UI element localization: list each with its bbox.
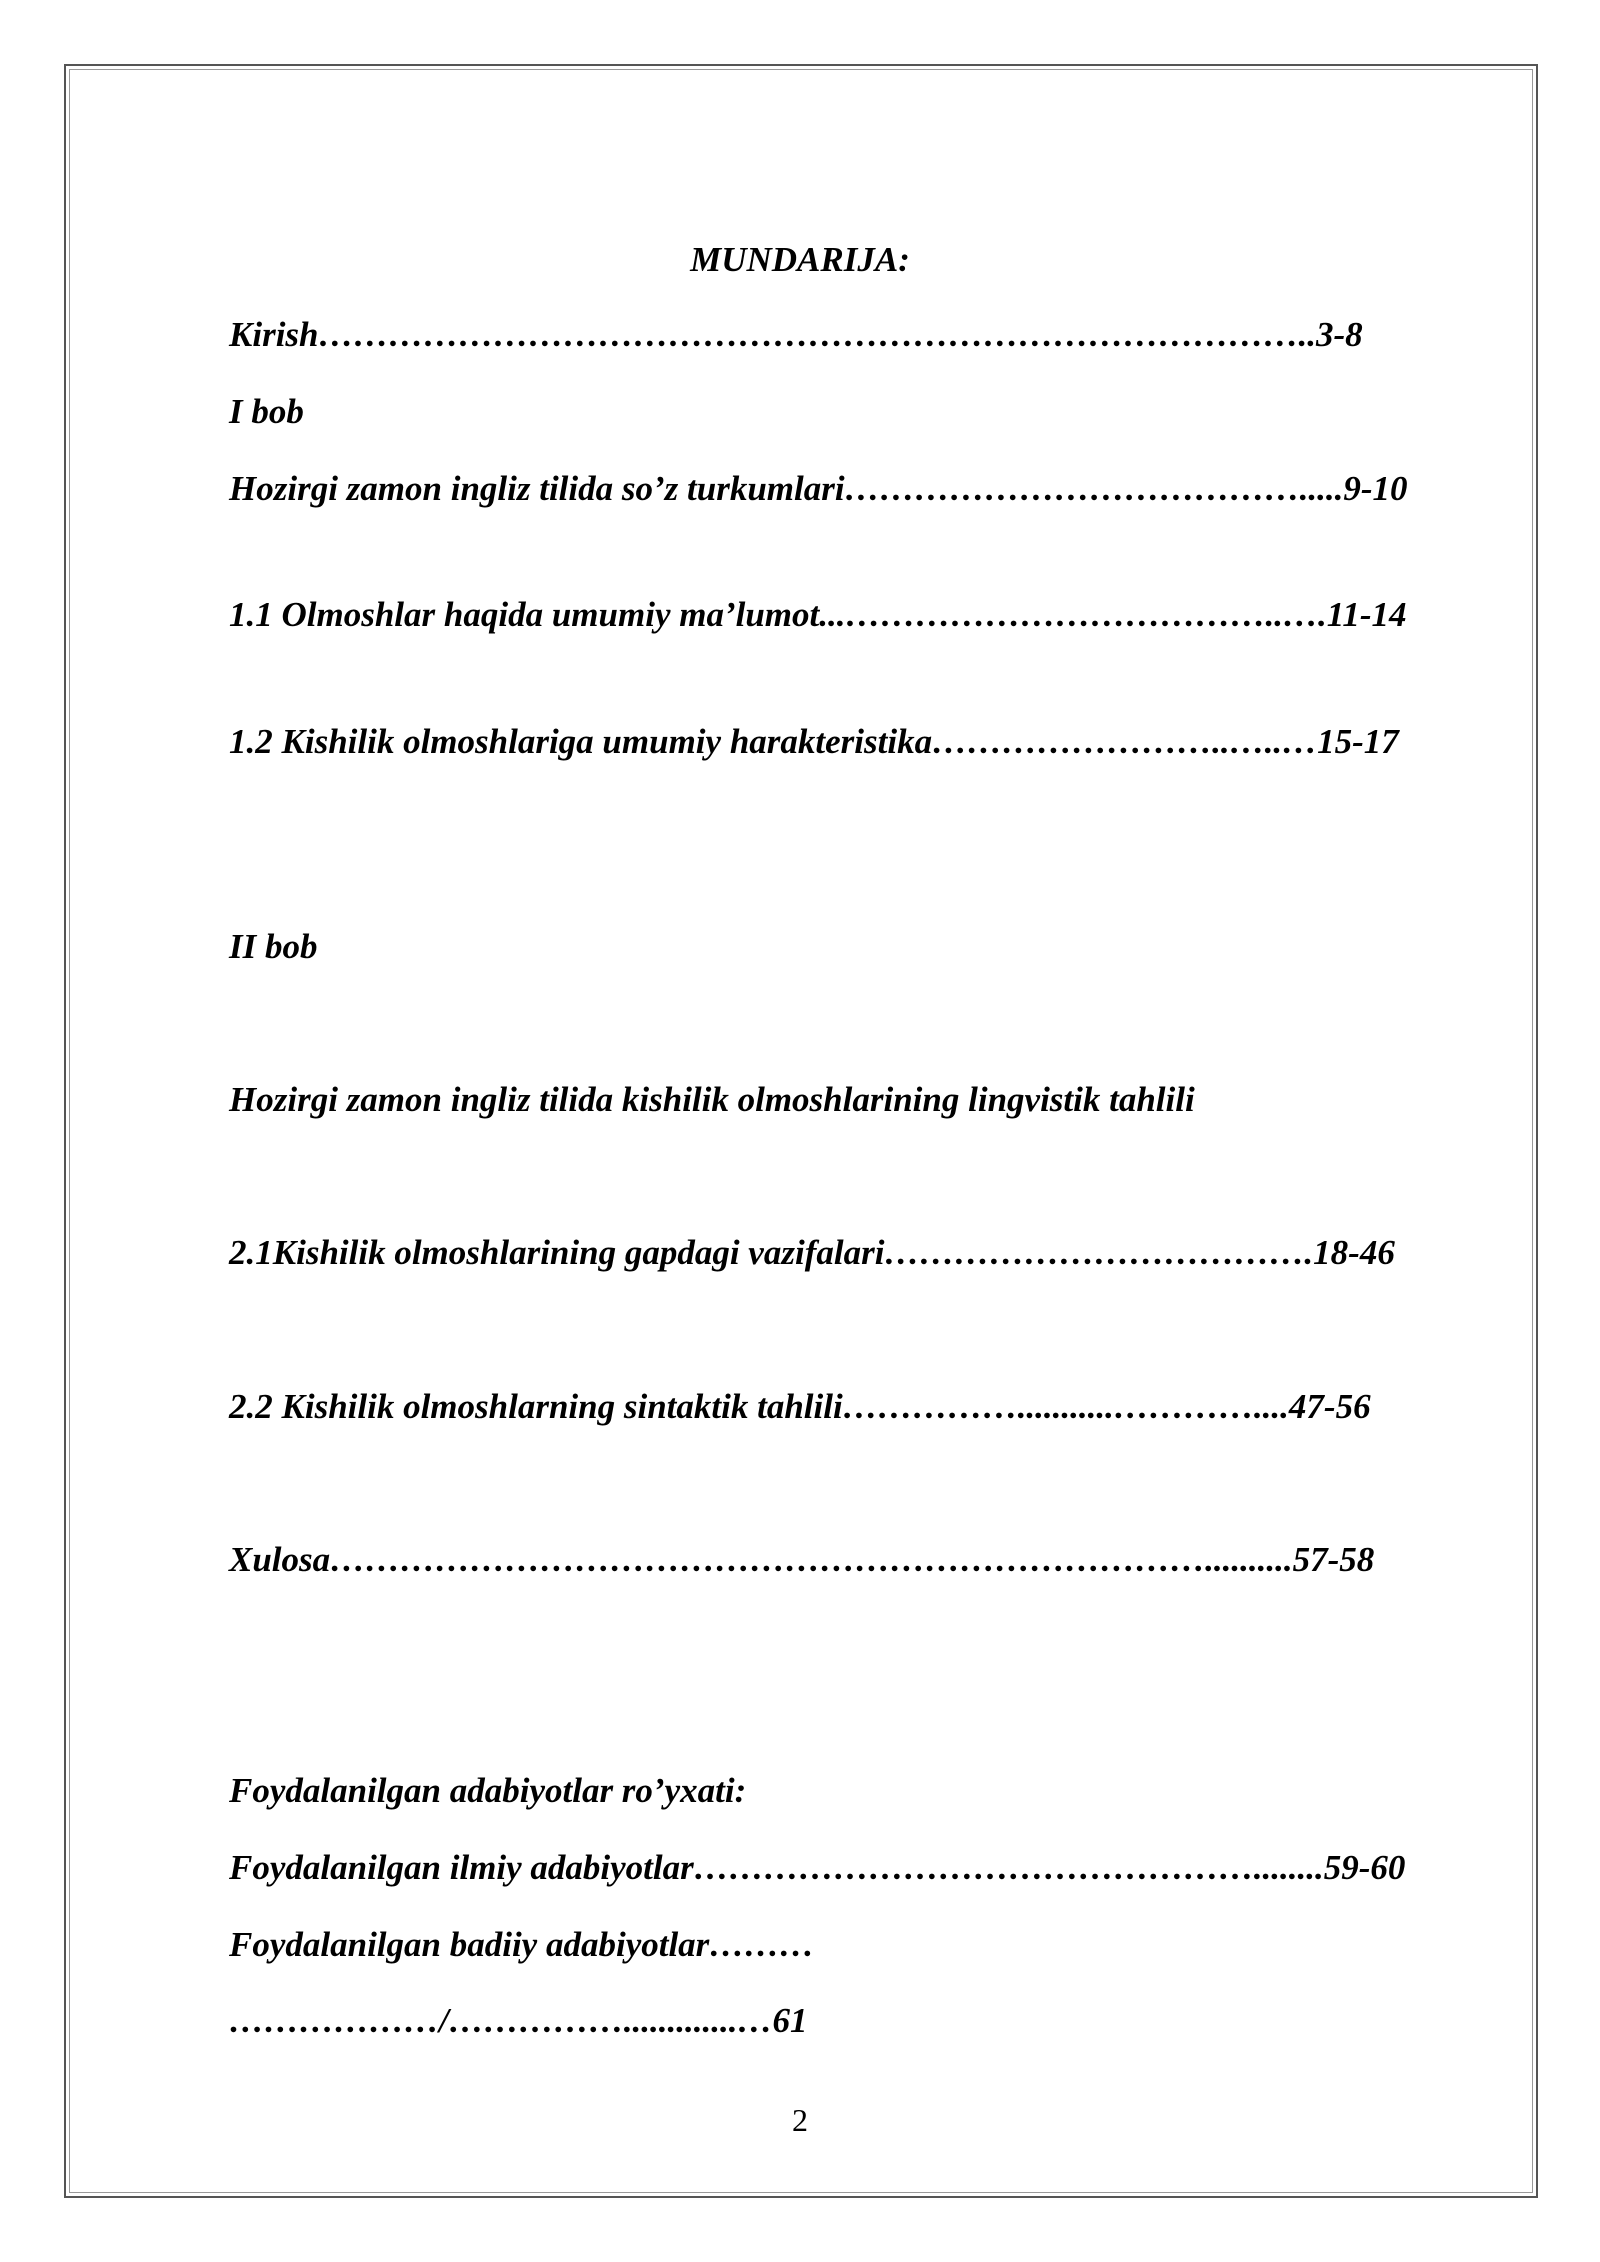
page-number: 2 <box>792 2102 808 2138</box>
chapter-heading-1: I bob <box>229 392 304 431</box>
page-title: MUNDARIJA: <box>690 240 910 279</box>
chapter-heading-2: II bob <box>229 927 318 966</box>
toc-entry-1-1: 1.1 Olmoshlar haqida umumiy ma’lumot...………………………………..….11-14 <box>229 595 1407 634</box>
toc-entry-ilmiy-adabiyotlar: Foydalanilgan ilmiy adabiyotlar…………………………………………........59-60 <box>229 1848 1406 1887</box>
toc-entry-1-2: 1.2 Kishilik olmoshlariga umumiy harakteristika……………………..…..…15-17 <box>229 722 1399 761</box>
toc-entry-2-1: 2.1Kishilik olmoshlarining gapdagi vazifalari……………………………….18-46 <box>229 1233 1395 1272</box>
toc-entry-xulosa: Xulosa…………………………………………………………………..........57-58 <box>229 1540 1375 1579</box>
toc-entry-kirish: Kirish…………………………………………………………………………..3-8 <box>229 315 1363 354</box>
bibliography-heading: Foydalanilgan adabiyotlar ro’yxati: <box>229 1771 747 1810</box>
toc-entry-2-2: 2.2 Kishilik olmoshlarning sintaktik tahlili……………...........…………....47-56 <box>229 1387 1371 1426</box>
toc-entry-badiiy-adabiyotlar: Foydalanilgan badiiy adabiyotlar……… <box>229 1925 815 1964</box>
toc-entry-badiiy-adabiyotlar-cont: ………………/…………….............…61 <box>229 2001 808 2040</box>
toc-entry-chapter-2-title: Hozirgi zamon ingliz tilida kishilik olmoshlarining lingvistik tahlili <box>229 1080 1195 1119</box>
toc-entry-chapter-1-title: Hozirgi zamon ingliz tilida so’z turkumlari………………………………….....9-10 <box>229 469 1408 508</box>
